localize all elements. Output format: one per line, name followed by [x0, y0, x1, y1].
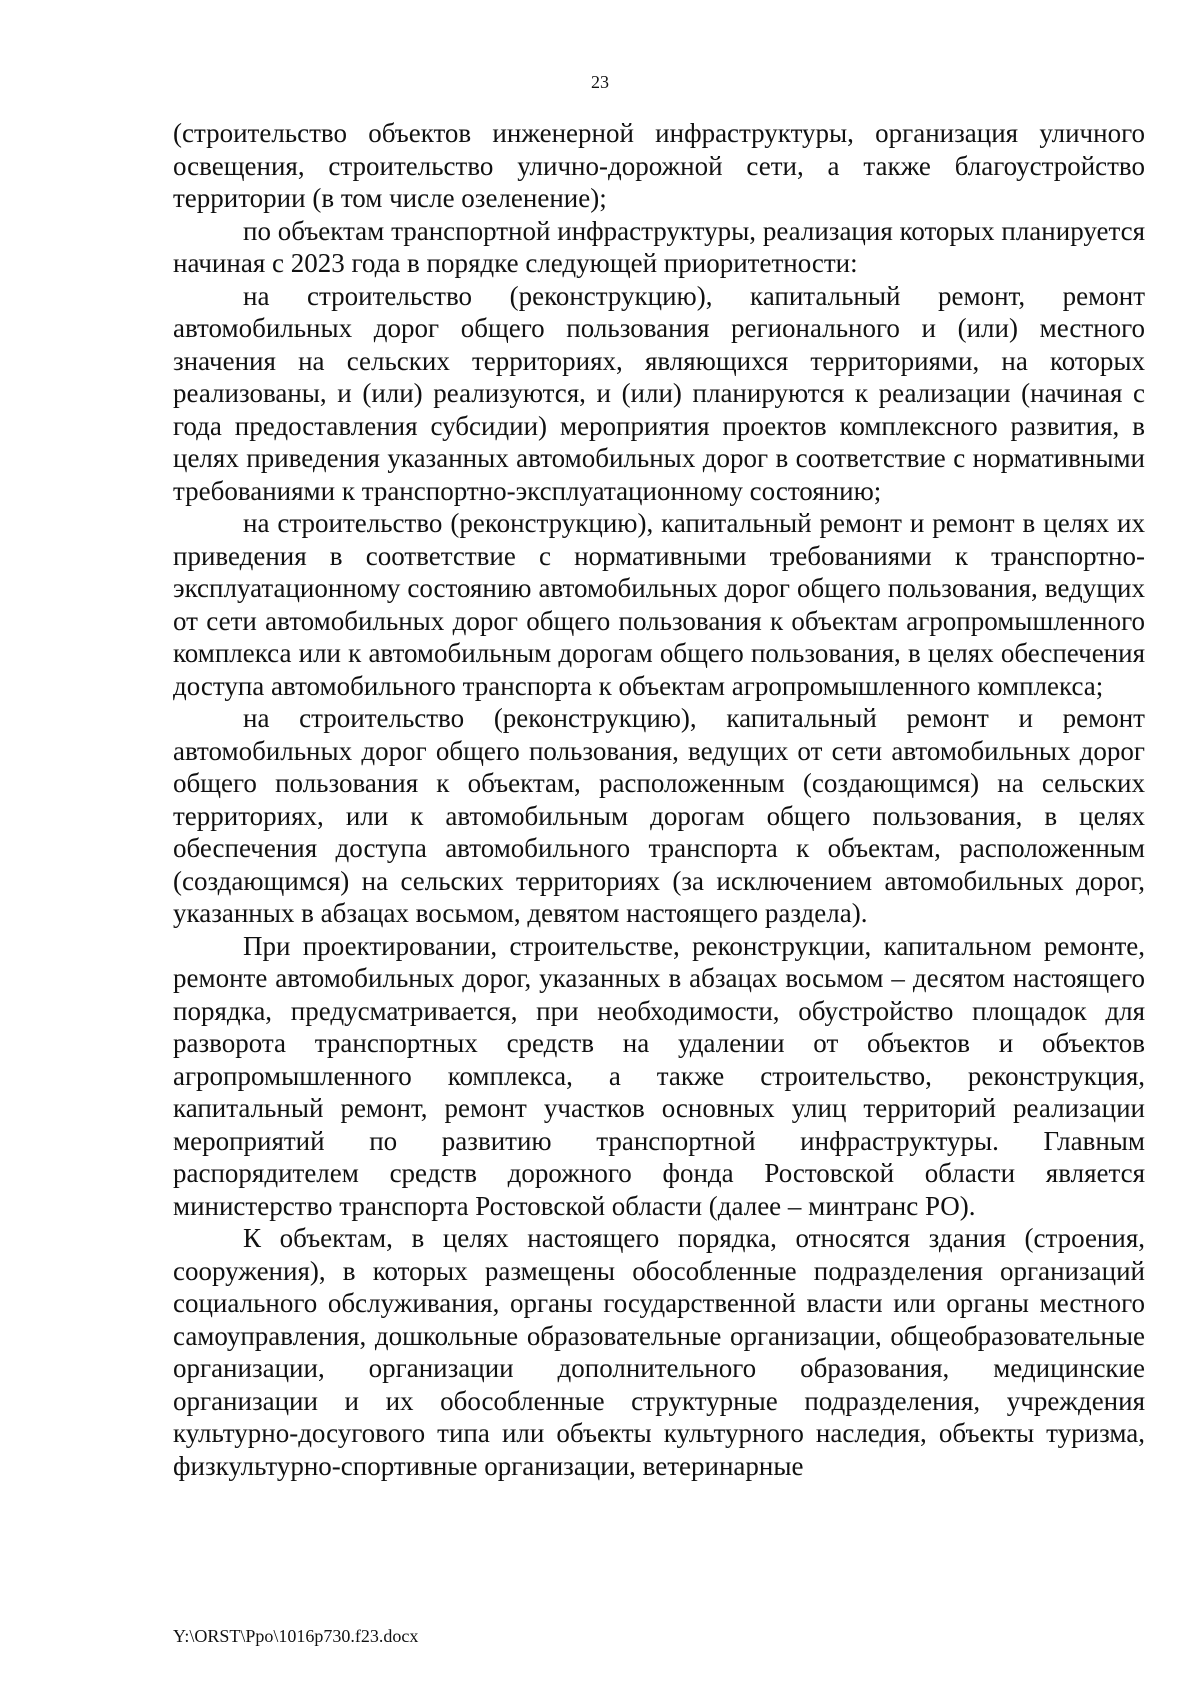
paragraph-design-construction: При проектировании, строительстве, реконструкции, капитальном ремонте, ремонте автомобильных дорог, указанных в абзацах восьмом – десятом настоящего порядка, предусматривается, при необходимости, обустройство площадок для разворота транспортных средств на удалении от объектов и объектов агропромышленного комплекса, а также строительство, реконструкция, капитальный ремонт, ремонт участков основных улиц территорий реализации мероприятий по развитию транспортной инфраструктуры. Главным распорядителем средств дорожного фонда Ростовской области является министерство транспорта Ростовской области (далее – минтранс РО). — [173, 930, 1145, 1221]
page-number: 23 — [591, 72, 609, 92]
paragraph-rural-roads: на строительство (реконструкцию), капитальный ремонт и ремонт автомобильных дорог общего пользования, ведущих от сети автомобильных дорог общего пользования к объектам, расположенным (создающимся) на сельских территориях, или к автомобильным дорогам общего пользования, в целях обеспечения доступа автомобильного транспорта к объектам, расположенным (создающимся) на сельских территориях (за исключением автомобильных дорог, указанных в абзацах восьмом, девятом настоящего раздела). — [173, 703, 1145, 928]
paragraph-agro-roads: на строительство (реконструкцию), капитальный ремонт и ремонт в целях их приведения в соответствие с нормативными требованиями к транспортно-эксплуатационному состоянию автомобильных дорог общего пользования, ведущих от сети автомобильных дорог общего пользования к объектам агропромышленного комплекса или к автомобильным дорогам общего пользования, в целях обеспечения доступа автомобильного транспорта к объектам агропромышленного комплекса; — [173, 508, 1145, 701]
paragraph-regional-roads: на строительство (реконструкцию), капитальный ремонт, ремонт автомобильных дорог общего пользования регионального и (или) местного значения на сельских территориях, являющихся территориями, на которых реализованы, и (или) реализуются, и (или) планируются к реализации (начиная с года предоставления субсидии) мероприятия проектов комплексного развития, в целях приведения указанных автомобильных дорог в соответствие с нормативными требованиями к транспортно-эксплуатационному состоянию; — [173, 280, 1145, 506]
paragraph-transport-infrastructure: по объектам транспортной инфраструктуры, реализация которых планируется начиная с 2023 года в порядке следующей приоритетности: — [173, 215, 1145, 278]
footer-file-path: Y:\ORST\Ppo\1016p730.f23.docx — [173, 1626, 419, 1646]
paragraph-continuation: (строительство объектов инженерной инфраструктуры, организация уличного освещения, строительство улично-дорожной сети, а также благоустройство территории (в том числе озеленение); — [173, 118, 1145, 213]
paragraph-objects-definition: К объектам, в целях настоящего порядка, относятся здания (строения, сооружения), в которых размещены обособленные подразделения организаций социального обслуживания, органы государственной власти или органы местного самоуправления, дошкольные образовательные организации, общеобразовательные организации, организации дополнительного образования, медицинские организации и их обособленные структурные подразделения, учреждения культурно-досугового типа или объекты культурного наследия, объекты туризма, физкультурно-спортивные организации, ветеринарные — [173, 1223, 1145, 1481]
document-body — [173, 117, 1145, 1482]
